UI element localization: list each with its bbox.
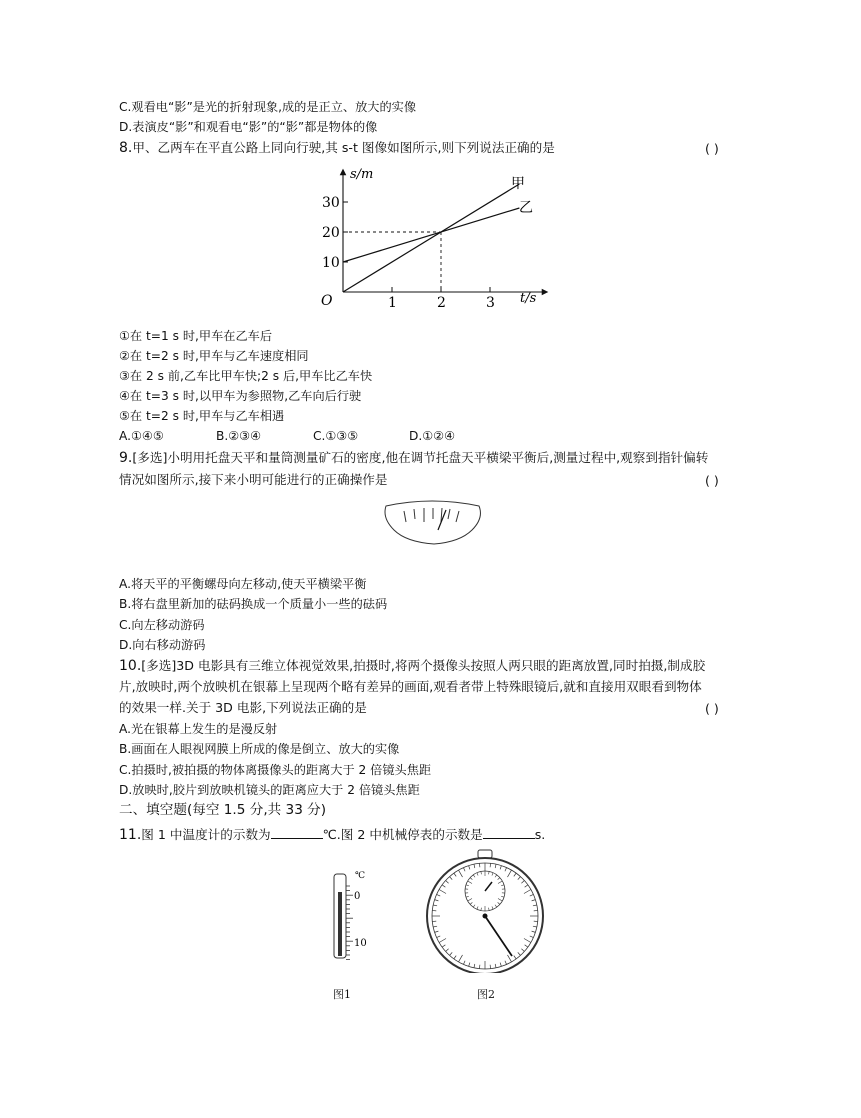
q10-text-1: [多选]3D 电影具有三维立体视觉效果,拍摄时,将两个摄像头按照人两只眼的距离放置,同时拍摄,制成胶 (141, 658, 706, 673)
q9-option-a: A.将天平的平衡螺母向左移动,使天平横梁平衡 (119, 577, 367, 591)
q10-stem-line2: 片,放映时,两个放映机在银幕上呈现两个略有差异的画面,观看者带上特殊眼镜后,就和直接用双眼看到物体 (119, 679, 702, 694)
q11-blank-stopwatch[interactable] (483, 826, 535, 839)
q8-st-graph (315, 168, 555, 308)
y-tick-label-30: 30 (322, 195, 340, 211)
q8-text: 甲、乙两车在平直公路上同向行驶,其 s-t 图像如图所示,则下列说法正确的是 (132, 140, 555, 155)
q9-stem-line2: 情况如图所示,接下来小明可能进行的正确操作是 (119, 472, 388, 487)
q8-answer-paren: ( ) (705, 141, 719, 156)
x-axis-label: t/s (520, 291, 537, 306)
q8-statement-5: ⑤在 t=2 s 时,甲车与乙车相遇 (119, 409, 285, 423)
series-label-yi: 乙 (519, 200, 533, 216)
q10-number: 10. (119, 658, 142, 674)
q11-text-post: s. (534, 827, 546, 842)
q9-option-d: D.向右移动游码 (119, 638, 206, 652)
q8-statement-3: ③在 2 s 前,乙车比甲车快;2 s 后,甲车比乙车快 (119, 369, 373, 383)
q10-option-b: B.画面在人眼视网膜上所成的像是倒立、放大的实像 (119, 742, 400, 756)
thermometer-unit: ℃ (355, 871, 366, 881)
x-tick-label-2: 2 (437, 295, 446, 308)
q8-option-a: A.①④⑤ (119, 429, 164, 443)
q8-options (119, 428, 455, 444)
q7-option-c: C.观看电“影”是光的折射现象,成的是正立、放大的实像 (119, 100, 417, 114)
q8-stem (119, 140, 555, 156)
q8-statement-2: ②在 t=2 s 时,甲车与乙车速度相同 (119, 349, 309, 363)
q11-stem (119, 826, 545, 843)
section-heading-fill-in: 二、填空题(每空 1.5 分,共 33 分) (119, 802, 327, 818)
q10-option-a: A.光在银幕上发生的是漫反射 (119, 722, 278, 736)
q7-option-d: D.表演皮“影”和观看电“影”的“影”都是物体的像 (119, 120, 378, 134)
thermometer-label-10: 10 (354, 938, 367, 949)
q8-option-d: D.①②④ (409, 429, 456, 443)
series-line-jia (343, 184, 519, 292)
figure-2-caption: 图2 (477, 988, 495, 1001)
q8-option-c: C.①③⑤ (313, 429, 359, 443)
q9-option-b: B.将右盘里新加的砝码换成一个质量小一些的砝码 (119, 597, 388, 611)
series-label-jia: 甲 (511, 176, 525, 192)
figure-1-caption: 图1 (333, 988, 351, 1001)
q10-stem-line3: 的效果一样.关于 3D 电影,下列说法正确的是 (119, 700, 367, 715)
q10-option-d: D.放映时,胶片到放映机镜头的距离应大于 2 倍镜头焦距 (119, 783, 420, 797)
q9-answer-paren: ( ) (705, 473, 719, 488)
q9-number: 9. (119, 450, 133, 466)
q9-option-c: C.向左移动游码 (119, 618, 205, 632)
q11-blank-temperature[interactable] (271, 826, 323, 839)
q9-text-1: [多选]小明用托盘天平和量筒测量矿石的密度,他在调节托盘天平横梁平衡后,测量过程中,观察到指针偏转 (132, 450, 709, 465)
q11-number: 11. (119, 827, 142, 843)
series-line-yi (343, 208, 519, 262)
q11-text-pre: 图 1 中温度计的示数为 (141, 827, 271, 842)
y-tick-label-10: 10 (322, 255, 340, 271)
q8-statement-1: ①在 t=1 s 时,甲车在乙车后 (119, 329, 273, 343)
q10-answer-paren: ( ) (705, 701, 719, 716)
balance-pointer-dial (380, 500, 485, 548)
q10-option-c: C.拍摄时,被拍摄的物体离摄像头的距离大于 2 倍镜头焦距 (119, 763, 432, 777)
thermometer-figure (322, 866, 382, 966)
q8-option-b: B.②③④ (216, 429, 262, 443)
thermometer-mercury (338, 892, 342, 956)
y-tick-label-20: 20 (322, 225, 340, 241)
stopwatch-figure (420, 848, 550, 973)
origin-label: O (321, 293, 333, 308)
q8-number: 8. (119, 140, 133, 156)
q11-text-mid: ℃.图 2 中机械停表的示数是 (322, 827, 483, 842)
thermometer-label-0: 0 (354, 891, 361, 902)
q10-stem-line1 (119, 658, 705, 674)
y-axis-label: s/m (350, 168, 374, 182)
q8-statement-4: ④在 t=3 s 时,以甲车为参照物,乙车向后行驶 (119, 389, 362, 403)
x-tick-label-3: 3 (486, 295, 495, 308)
x-tick-label-1: 1 (388, 295, 397, 308)
q9-stem-line1 (119, 450, 708, 466)
